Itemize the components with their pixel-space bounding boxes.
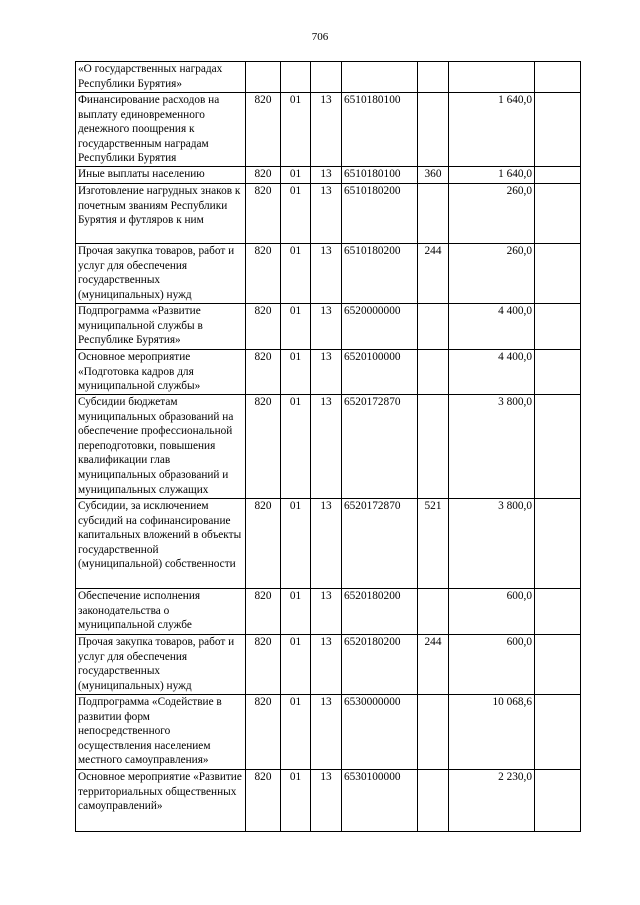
table-row	[76, 770, 581, 832]
row-name: Изготовление нагрудных знаков к почетным званиям Республики Бурятия и футляров к ним	[76, 184, 246, 244]
cell-pr: 13	[311, 695, 342, 770]
cell-vr	[418, 395, 449, 499]
cell-sum: 600,0	[449, 635, 535, 695]
cell-rz: 01	[281, 635, 311, 695]
cell-pr: 13	[311, 184, 342, 244]
cell-ved: 820	[246, 770, 281, 832]
cell-rz: 01	[281, 770, 311, 832]
table-row	[76, 244, 581, 304]
cell-vr: 244	[418, 244, 449, 304]
cell-csr: 6510180200	[342, 184, 418, 244]
cell-csr: 6520180200	[342, 589, 418, 635]
cell-csr	[342, 62, 418, 93]
cell-ved: 820	[246, 244, 281, 304]
cell-vr: 360	[418, 167, 449, 184]
row-name: Прочая закупка товаров, работ и услуг для обеспечения государственных (муниципальных) нужд	[76, 635, 246, 695]
cell-csr: 6510180200	[342, 244, 418, 304]
cell-ved: 820	[246, 350, 281, 395]
cell-ved: 820	[246, 184, 281, 244]
cell-vr: 244	[418, 635, 449, 695]
cell-sum: 2 230,0	[449, 770, 535, 832]
cell-ved	[246, 62, 281, 93]
cell-vr	[418, 770, 449, 832]
cell-ved: 820	[246, 589, 281, 635]
table-row	[76, 93, 581, 167]
cell-sum: 10 068,6	[449, 695, 535, 770]
row-name: Обеспечение исполнения законодательства о муниципальной службе	[76, 589, 246, 635]
cell-extra	[535, 244, 581, 304]
cell-rz: 01	[281, 167, 311, 184]
cell-ved: 820	[246, 499, 281, 589]
table-row	[76, 695, 581, 770]
row-name: Основное мероприятие «Подготовка кадров для муниципальной службы»	[76, 350, 246, 395]
cell-pr: 13	[311, 395, 342, 499]
cell-ved: 820	[246, 395, 281, 499]
cell-ved: 820	[246, 695, 281, 770]
cell-rz: 01	[281, 499, 311, 589]
row-name: Субсидии бюджетам муниципальных образований на обеспечение профессиональной переподготовки, повышения квалификации глав муниципальных образований и муниципальных служащих	[76, 395, 246, 499]
cell-extra	[535, 770, 581, 832]
cell-vr	[418, 695, 449, 770]
page-number: 706	[311, 31, 329, 43]
cell-extra	[535, 184, 581, 244]
cell-extra	[535, 167, 581, 184]
cell-csr: 6520000000	[342, 304, 418, 350]
cell-pr: 13	[311, 93, 342, 167]
row-name: Иные выплаты населению	[76, 167, 246, 184]
table-row	[76, 62, 581, 93]
cell-sum	[449, 62, 535, 93]
cell-extra	[535, 395, 581, 499]
table-row	[76, 167, 581, 184]
cell-sum: 4 400,0	[449, 350, 535, 395]
cell-ved: 820	[246, 93, 281, 167]
table-row	[76, 499, 581, 589]
cell-rz: 01	[281, 304, 311, 350]
cell-csr: 6520172870	[342, 499, 418, 589]
cell-extra	[535, 62, 581, 93]
table-row	[76, 184, 581, 244]
cell-extra	[535, 304, 581, 350]
cell-pr: 13	[311, 350, 342, 395]
cell-vr	[418, 350, 449, 395]
cell-csr: 6530100000	[342, 770, 418, 832]
cell-rz: 01	[281, 350, 311, 395]
cell-rz: 01	[281, 93, 311, 167]
row-name: Прочая закупка товаров, работ и услуг для обеспечения государственных (муниципальных) нужд	[76, 244, 246, 304]
row-name: Подпрограмма «Развитие муниципальной службы в Республике Бурятия»	[76, 304, 246, 350]
cell-sum: 260,0	[449, 244, 535, 304]
cell-pr: 13	[311, 167, 342, 184]
cell-vr	[418, 62, 449, 93]
cell-sum: 1 640,0	[449, 93, 535, 167]
cell-rz	[281, 62, 311, 93]
cell-sum: 260,0	[449, 184, 535, 244]
cell-pr: 13	[311, 304, 342, 350]
cell-extra	[535, 695, 581, 770]
cell-sum: 3 800,0	[449, 395, 535, 499]
cell-csr: 6530000000	[342, 695, 418, 770]
table-row	[76, 350, 581, 395]
table-row	[76, 635, 581, 695]
cell-vr: 521	[418, 499, 449, 589]
cell-csr: 6520172870	[342, 395, 418, 499]
cell-extra	[535, 589, 581, 635]
cell-extra	[535, 350, 581, 395]
cell-extra	[535, 499, 581, 589]
table-row	[76, 395, 581, 499]
cell-sum: 4 400,0	[449, 304, 535, 350]
cell-pr: 13	[311, 770, 342, 832]
cell-sum: 3 800,0	[449, 499, 535, 589]
budget-table	[75, 61, 581, 832]
row-name: «О государственных наградах Республики Бурятия»	[76, 62, 246, 93]
cell-ved: 820	[246, 167, 281, 184]
cell-ved: 820	[246, 304, 281, 350]
cell-pr	[311, 62, 342, 93]
cell-vr	[418, 184, 449, 244]
cell-vr	[418, 93, 449, 167]
row-name: Финансирование расходов на выплату единовременного денежного поощрения к государственным наградам Республики Бурятия	[76, 93, 246, 167]
table-row	[76, 304, 581, 350]
cell-pr: 13	[311, 244, 342, 304]
cell-sum: 600,0	[449, 589, 535, 635]
row-name: Субсидии, за исключением субсидий на софинансирование капитальных вложений в объекты государственной (муниципальной) собственности	[76, 499, 246, 589]
cell-vr	[418, 304, 449, 350]
cell-rz: 01	[281, 244, 311, 304]
cell-ved: 820	[246, 635, 281, 695]
cell-vr	[418, 589, 449, 635]
cell-extra	[535, 635, 581, 695]
table-row	[76, 589, 581, 635]
cell-pr: 13	[311, 635, 342, 695]
cell-csr: 6510180100	[342, 167, 418, 184]
cell-csr: 6510180100	[342, 93, 418, 167]
cell-rz: 01	[281, 589, 311, 635]
cell-rz: 01	[281, 395, 311, 499]
cell-csr: 6520100000	[342, 350, 418, 395]
cell-csr: 6520180200	[342, 635, 418, 695]
row-name: Подпрограмма «Содействие в развитии форм непосредственного осуществления населением местного самоуправления»	[76, 695, 246, 770]
cell-pr: 13	[311, 589, 342, 635]
cell-extra	[535, 93, 581, 167]
cell-rz: 01	[281, 695, 311, 770]
cell-sum: 1 640,0	[449, 167, 535, 184]
cell-pr: 13	[311, 499, 342, 589]
row-name: Основное мероприятие «Развитие территориальных общественных самоуправлений»	[76, 770, 246, 832]
cell-rz: 01	[281, 184, 311, 244]
